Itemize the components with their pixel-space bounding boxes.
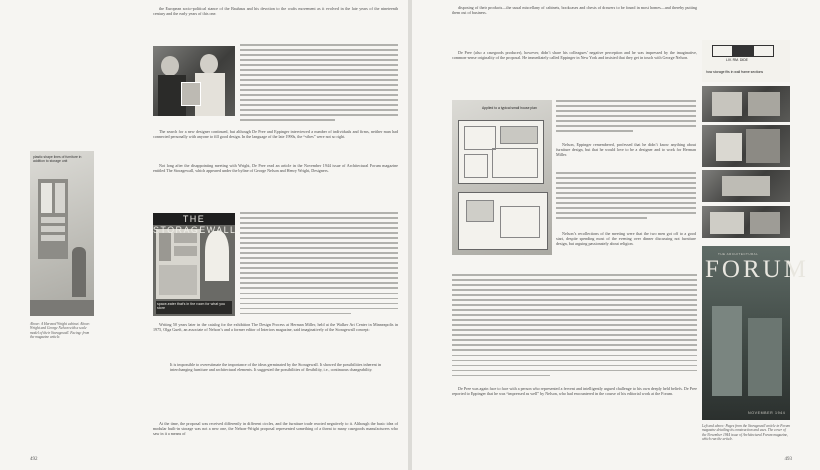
right-para-nelson: Nelson, Eppinger remembered, professed that he didn’t know anything about furniture design, but that he would love to be a designer and to work for Herman Miller. [556, 142, 696, 158]
right-para-top: disposing of their products—the usual miscellany of cabinets, bookcases and chests of drawers to be found in most homes—and thereby putting them out of business. [452, 5, 697, 16]
floor-plan-figure [452, 100, 552, 255]
right-para-lower: Nelson’s recollections of the meeting were that the two men got off to a good start, despite spending most of the evening over dinner discussing not furniture design, but arguing passionately about religion. [556, 231, 696, 247]
storagewall-headline: space-eater that's in the room for what you store [157, 302, 226, 311]
left-column-bottom [153, 421, 398, 447]
storage-section-figure [702, 40, 790, 82]
left-para-lower: Writing 50 years later in the catalog for the exhibition The Design Process at Herman Miller, held at the Walker Art Center in Minneapolis in 1975, Olga Gueft, an associate of Nelson’s and a former editor of Interiors magazine, said imaginatively of the Storagewall concept: [153, 322, 398, 333]
left-para-top: the European socio-political stance of the Bauhaus and his devotion to the crafts movement as it evolved in the late years of the nineteenth century and the early years of this one. [153, 6, 398, 17]
right-column-plan-side [556, 100, 696, 140]
plan-text: Applied to a typical small house plan [482, 106, 537, 110]
left-column-side-bottom [240, 212, 398, 320]
right-column-recollections [556, 231, 696, 271]
shelving-photo-1 [702, 86, 790, 122]
cabinet-photo [30, 151, 94, 316]
storagewall-photo-headline: plastic shape lines of furniture in addition to storage unit [33, 155, 82, 163]
right-caption: Left and above: Pages from the Storagewall article in Forum magazine detailing its construction and uses. The cover of the November 1944 issue of Architectural Forum magazine, which ran the article. [702, 424, 791, 442]
shelving-photo-4 [702, 206, 790, 238]
left-caption: Above: A Harvard Wright cabinet. Above: Wright and George Nelson with a scale model of their Storagewall. Facing: from the magazine article. [30, 322, 91, 340]
right-para-mid: De Pree (also a casegoods producer), however, didn’t share his colleagues’ negative perception and he was impressed by the imaginative, common-sense originality of the proposal. He immediately called Eppinger in New York and insisted that they get in touch with George Nelson. [452, 50, 697, 61]
left-para-bottom: At the time, the proposal was received differently in different circles, and the furniture trade reacted negatively to it. Although the basic idea of modular built-in storage was not a new one, the Nelson-Wright proposal represented something of a threat to many casegoods manufacturers who saw in it a means of [153, 421, 398, 437]
left-column-top [153, 6, 398, 42]
right-column-top [452, 5, 697, 49]
storagewall-title: THE STORAGEWALL [153, 214, 237, 235]
left-column-storagewall [153, 163, 398, 211]
left-page-number: 492 [30, 457, 38, 462]
right-page [412, 0, 820, 470]
top-figure-caption: how storage fits in wall frame sections [706, 70, 764, 74]
left-para-mid: The search for a new designer continued, but although De Pree and Eppinger interviewed a number of individuals and firms, neither man had connected personally with anyone to fill good design. In the language of the late 1990s, the “vibes” were not so right. [153, 129, 398, 140]
right-column-plan-side-2 [556, 172, 696, 230]
right-para-bottom: De Pree was again face to face with a person who represented a fervent and intelligently argued challenge to his own deeply held beliefs. De Pree reported to Eppinger that he was “impressed as well” by Nelson, who had encountered in the course of his editorial work at the Forum. [452, 386, 697, 397]
right-column-mid [452, 50, 697, 94]
left-para-storagewall: Not long after the disappointing meeting with Wright, De Pree read an article in the November 1944 issue of Architectural Forum magazine entitled The Storagewall, which appeared under the byline of George Nelson and Henry Wright, Designers. [153, 163, 398, 174]
left-column-mid [153, 129, 398, 161]
shelving-photo-2 [702, 125, 790, 167]
top-figure-label: LIV. RM. DIDE [726, 58, 748, 62]
nelson-wright-photo [153, 46, 235, 116]
forum-subtitle: THE ARCHITECTURAL [718, 252, 759, 256]
shelving-photo-3 [702, 170, 790, 202]
left-column-lower [153, 322, 398, 356]
left-column-side-top [240, 44, 398, 130]
forum-date: NOVEMBER 1944 [748, 411, 786, 415]
right-column-body [452, 274, 697, 382]
forum-title: FORUM [705, 256, 809, 283]
left-page [0, 0, 408, 470]
block-quote: It is impossible to overestimate the importance of the ideas germinated by the Storagewall. It showed the possibilities inherent in interchanging furniture and architectural elements. It suggested the possibilities of flexibility, i.e., continuous changeability. [170, 362, 382, 372]
right-column-bottom [452, 386, 697, 446]
right-page-number: 493 [784, 457, 792, 462]
right-column-nelson [556, 142, 696, 170]
